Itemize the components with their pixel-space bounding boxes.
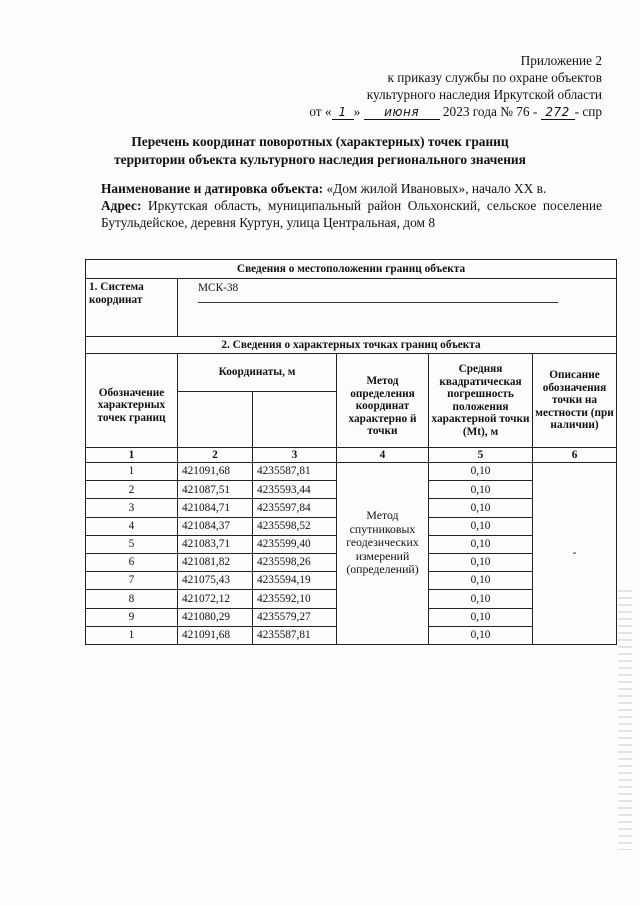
date-month-handwritten: июня <box>364 106 440 120</box>
col-number-3: 3 <box>253 448 337 463</box>
coord-x: 421075,43 <box>178 572 253 590</box>
coord-x: 421087,51 <box>178 481 253 499</box>
table-row <box>86 463 617 481</box>
point-id: 1 <box>86 463 178 481</box>
coord-y: 4235592,10 <box>253 590 337 608</box>
object-name-label: Наименование и датировка объекта: <box>101 181 324 196</box>
col-header-method: Метод определения координат характерно й точки <box>337 354 429 448</box>
order-number-suffix: - спр <box>574 104 602 119</box>
method-value: Метод спутниковых геодезических измерений (определений) <box>337 463 429 645</box>
date-suffix: 2023 года № 76 - <box>442 104 538 119</box>
object-name-value: «Дом жилой Ивановых», начало XX в. <box>326 181 547 196</box>
point-id: 4 <box>86 517 178 535</box>
document-title <box>0 133 640 169</box>
coord-y: 4235593,44 <box>253 481 337 499</box>
title-line-2: территории объекта культурного наследия регионального значения <box>114 152 526 167</box>
date-day-handwritten: 1 <box>332 106 354 120</box>
coord-x: 421091,68 <box>178 626 253 644</box>
mt-value: 0,10 <box>429 590 533 608</box>
coord-x: 421072,12 <box>178 590 253 608</box>
col-number-1: 1 <box>86 448 178 463</box>
scan-artifact <box>618 590 632 850</box>
col-header-description: Описание обозначения точки на местности (при наличии) <box>533 354 617 448</box>
object-address-value: Иркутская область, муниципальный район Ольхонский, сельское поселение Бутульдейское, деревня Куртун, улица Центральная, дом 8 <box>101 198 602 230</box>
point-id: 1 <box>86 626 178 644</box>
boundary-coordinates-table <box>85 259 617 645</box>
order-reference-line: к приказу службы по охране объектов <box>387 70 602 85</box>
object-address <box>101 197 602 231</box>
col-header-coords: Координаты, м <box>178 354 337 392</box>
coord-x: 421084,37 <box>178 517 253 535</box>
mt-value: 0,10 <box>429 517 533 535</box>
coord-x: 421084,71 <box>178 499 253 517</box>
coord-y: 4235587,81 <box>253 626 337 644</box>
coordinate-system-label: 1. Система координат <box>86 279 178 337</box>
mt-value: 0,10 <box>429 553 533 571</box>
coordinate-system-underline <box>198 302 558 303</box>
coord-x: 421081,82 <box>178 553 253 571</box>
col-header-point: Обозначение характерных точек границ <box>86 354 178 448</box>
object-name <box>101 180 602 197</box>
point-id: 9 <box>86 608 178 626</box>
agency-name-line: культурного наследия Иркутской области <box>366 87 602 102</box>
col-header-error: Средняя квадратическая погрешность положения характерной точки (Mt), м <box>429 354 533 448</box>
point-id: 5 <box>86 535 178 553</box>
title-line-1: Перечень координат поворотных (характерных) точек границ <box>131 134 509 149</box>
order-number-handwritten: 272 <box>541 106 575 120</box>
coord-y: 4235597,84 <box>253 499 337 517</box>
mt-value: 0,10 <box>429 481 533 499</box>
col-number-4: 4 <box>337 448 429 463</box>
coordinate-system-value: МСК-38 <box>198 282 239 294</box>
col-header-y-empty <box>253 392 337 448</box>
section2-title: 2. Сведения о характерных точках границ объекта <box>86 337 617 354</box>
appendix-label: Приложение 2 <box>520 53 602 68</box>
col-number-5: 5 <box>429 448 533 463</box>
point-id: 8 <box>86 590 178 608</box>
coord-y: 4235599,40 <box>253 535 337 553</box>
coord-y: 4235594,19 <box>253 572 337 590</box>
coord-y: 4235598,26 <box>253 553 337 571</box>
coord-x: 421091,68 <box>178 463 253 481</box>
mt-value: 0,10 <box>429 535 533 553</box>
point-id: 6 <box>86 553 178 571</box>
description-value: - <box>533 463 617 645</box>
object-address-label: Адрес: <box>101 198 142 213</box>
coord-x: 421083,71 <box>178 535 253 553</box>
col-number-2: 2 <box>178 448 253 463</box>
mt-value: 0,10 <box>429 499 533 517</box>
col-header-x-empty <box>178 392 253 448</box>
section1-title: Сведения о местоположении границ объекта <box>86 260 617 279</box>
date-mid: » <box>353 104 361 119</box>
col-number-6: 6 <box>533 448 617 463</box>
coord-x: 421080,29 <box>178 608 253 626</box>
mt-value: 0,10 <box>429 608 533 626</box>
coord-y: 4235579,27 <box>253 608 337 626</box>
coordinate-system-cell <box>178 279 617 337</box>
date-prefix: от « <box>309 104 332 119</box>
coord-y: 4235587,81 <box>253 463 337 481</box>
point-id: 7 <box>86 572 178 590</box>
point-id: 2 <box>86 481 178 499</box>
mt-value: 0,10 <box>429 572 533 590</box>
point-id: 3 <box>86 499 178 517</box>
coord-y: 4235598,52 <box>253 517 337 535</box>
mt-value: 0,10 <box>429 626 533 644</box>
mt-value: 0,10 <box>429 463 533 481</box>
order-date-line <box>309 103 602 120</box>
